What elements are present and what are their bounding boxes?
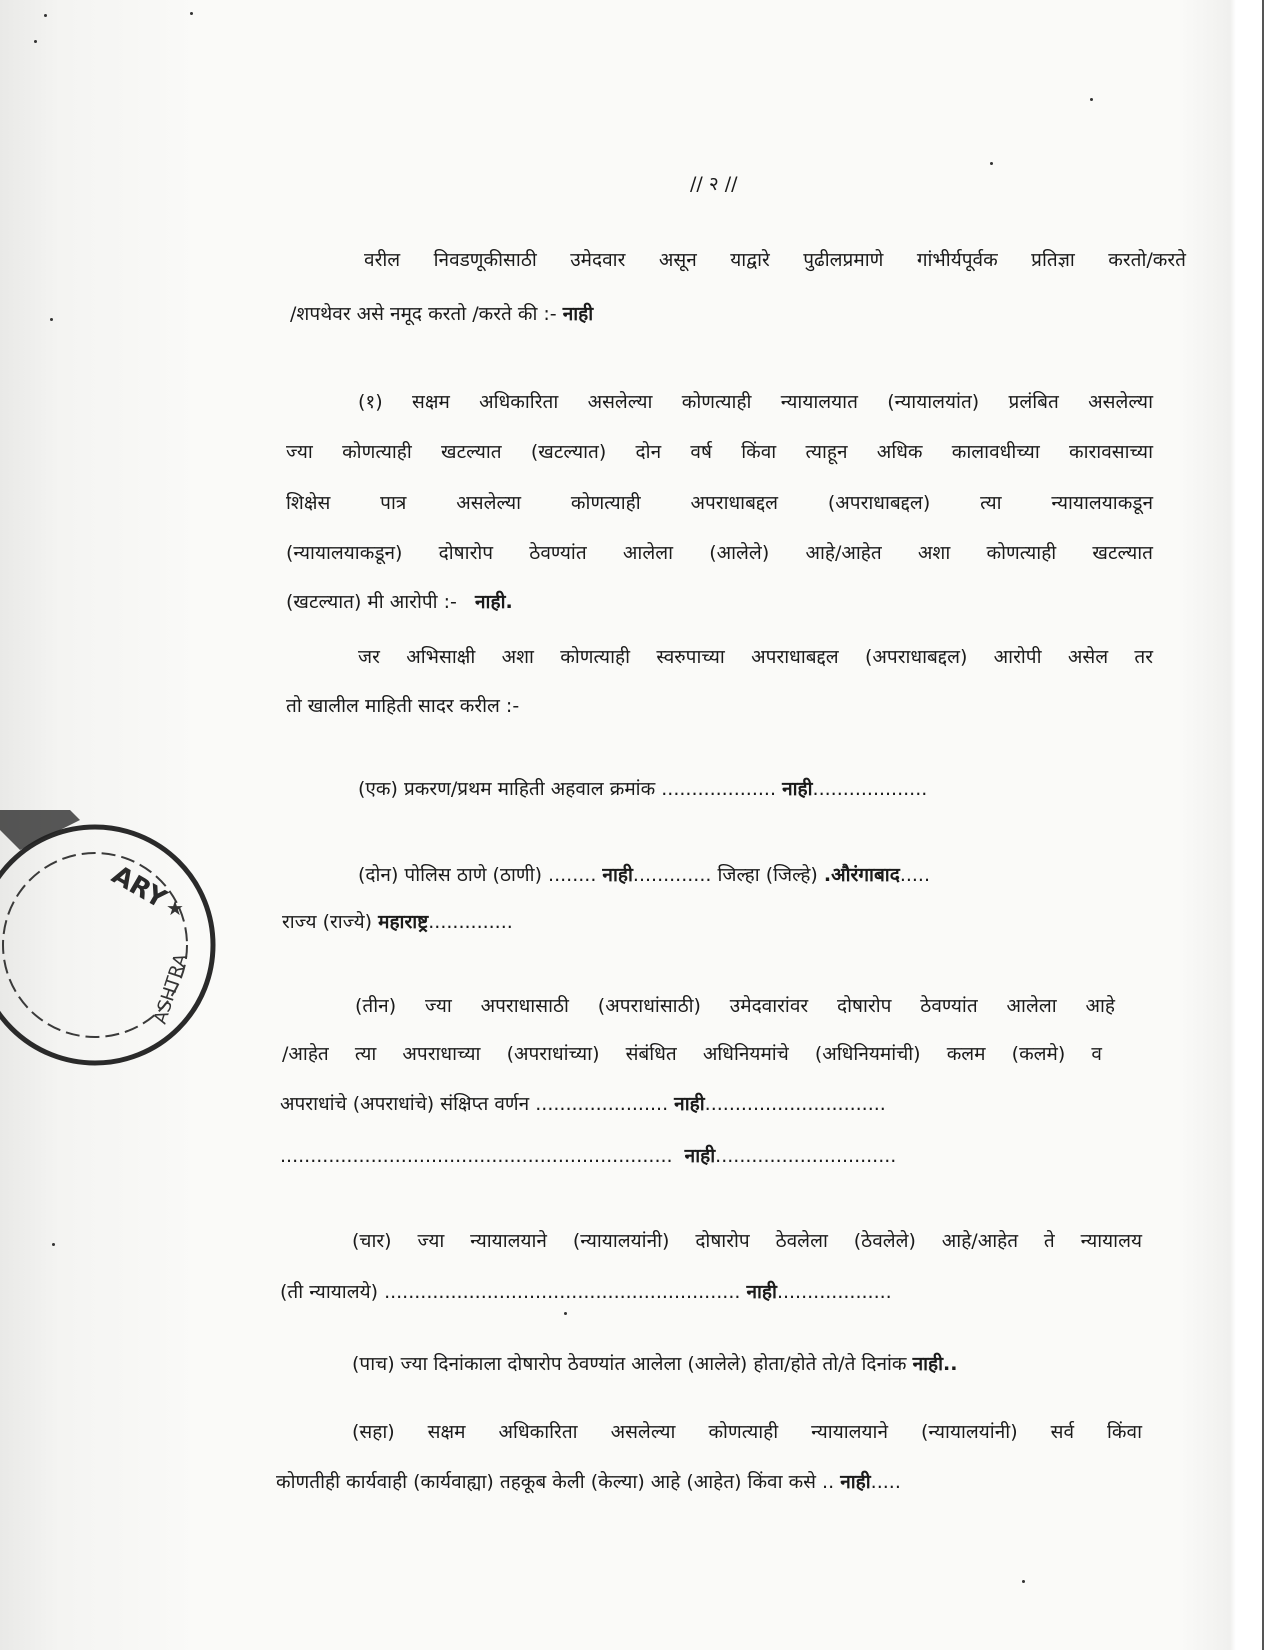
- para2-line-1: जर अभिसाक्षी अशा कोणत्याही स्वरुपाच्या अपराधाबद्दल (अपराधाबद्दल) आरोपी असेल तर: [358, 646, 1153, 668]
- item6-answer: नाही: [840, 1471, 871, 1493]
- item5-label: (पाच) ज्या दिनांकाला दोषारोप ठेवण्यांत आलेला (आलेले) होता/होते तो/ते दिनांक: [352, 1353, 907, 1375]
- item3-label: अपराधांचे (अपराधांचे) संक्षिप्त वर्णन: [280, 1093, 530, 1115]
- item2-dots: ........: [548, 864, 597, 886]
- para2-line-2: तो खालील माहिती सादर करील :-: [286, 695, 520, 717]
- scan-speck: [34, 40, 37, 43]
- para1-line-3: शिक्षेस पात्र असलेल्या कोणत्याही अपराधाबद्दल (अपराधाबद्दल) त्या न्यायालयाकडून: [286, 492, 1153, 514]
- item4-line-2: [280, 1278, 892, 1306]
- intro-answer: नाही: [562, 303, 594, 325]
- para1-line-5-text: (खटल्यात) मी आरोपी :-: [286, 591, 457, 613]
- intro-line-2-text: /शपथेवर असे नमूद करतो /करते की :-: [290, 303, 557, 325]
- scan-speck: [1090, 98, 1093, 101]
- item3-dots-after: ..............................: [704, 1093, 886, 1115]
- item3-dots-after: ..............................: [715, 1145, 897, 1167]
- item1-label: (एक) प्रकरण/प्रथम माहिती अहवाल क्रमांक: [358, 778, 656, 800]
- item3-line-2: /आहेत त्या अपराधाच्या (अपराधांच्या) संबंधित अधिनियमांचे (अधिनियमांची) कलम (कलमे) व: [282, 1043, 1102, 1065]
- item3-line-4: [280, 1142, 896, 1170]
- star-icon: ★: [166, 896, 184, 920]
- item2-dots: ..............: [428, 911, 513, 933]
- item6-label: कोणतीही कार्यवाही (कार्यवाह्या) तहकूब केली (केल्या) आहे (आहेत) किंवा कसे ..: [276, 1471, 835, 1493]
- intro-line-2: [290, 300, 593, 328]
- scan-edge: [1262, 0, 1264, 1650]
- item2-dots: .....: [899, 864, 931, 886]
- item4-answer: नाही: [746, 1281, 777, 1303]
- item2-state-value: महाराष्ट्र: [378, 911, 429, 933]
- scan-speck: [190, 12, 193, 15]
- scan-speck: [50, 318, 53, 321]
- intro-line-1: वरील निवडणूकीसाठी उमेदवार असून याद्वारे पुढीलप्रमाणे गांभीर्यपूर्वक प्रतिज्ञा करतो/करते: [364, 249, 1186, 271]
- scan-speck: [52, 1243, 55, 1246]
- scan-speck: [44, 14, 47, 17]
- item1-dots-after: ...................: [812, 778, 928, 800]
- item4-line-1: (चार) ज्या न्यायालयाने (न्यायालयांनी) दोषारोप ठेवलेला (ठेवलेले) आहे/आहेत ते न्यायालय: [352, 1230, 1142, 1252]
- scan-speck: [990, 162, 993, 165]
- item2-answer: नाही: [602, 864, 633, 886]
- item4-dots: ...........................................................: [384, 1281, 741, 1303]
- item3-answer: नाही: [674, 1093, 705, 1115]
- para1-line-4: (न्यायालयाकडून) दोषारोप ठेवण्यांत आलेला (आलेले) आहे/आहेत अशा कोणत्याही खटल्यात: [286, 542, 1154, 564]
- para1-line-5: [286, 588, 513, 616]
- item2-label: (दोन) पोलिस ठाणे (ठाणी): [358, 864, 542, 886]
- office-seal-stamp: [0, 810, 230, 1080]
- para1-answer: नाही.: [475, 591, 513, 613]
- item2-line-2: [282, 908, 513, 936]
- item6-line-2: [276, 1468, 901, 1496]
- item6-dots-after: .....: [870, 1471, 901, 1493]
- item6-line-1: (सहा) सक्षम अधिकारिता असलेल्या कोणत्याही न्यायालयाने (न्यायालयांनी) सर्व किंवा: [352, 1421, 1142, 1443]
- para1-line-2: ज्या कोणत्याही खटल्यात (खटल्यात) दोन वर्ष किंवा त्याहून अधिक कालावधीच्या कारावसाच्या: [286, 441, 1153, 463]
- page-number: // २ //: [690, 173, 738, 195]
- item2-district-label: जिल्हा (जिल्हे): [717, 864, 818, 886]
- item2-dots: .............: [632, 864, 712, 886]
- stamp-text-right: ASHTRA: [149, 951, 193, 1027]
- item4-label: (ती न्यायालये): [280, 1281, 379, 1303]
- item3-dots: .................................................................: [280, 1145, 673, 1167]
- item3-answer-2: नाही: [684, 1145, 716, 1167]
- item3-dots: ......................: [535, 1093, 669, 1115]
- item5-answer: नाही..: [912, 1353, 958, 1375]
- item1-answer: नाही: [782, 778, 813, 800]
- stamp-text-top: ARY: [106, 860, 172, 915]
- para1-line-1: (१) सक्षम अधिकारिता असलेल्या कोणत्याही न्यायालयात (न्यायालयांत) प्रलंबित असलेल्या: [358, 391, 1153, 413]
- item3-line-1: (तीन) ज्या अपराधासाठी (अपराधांसाठी) उमेदवारांवर दोषारोप ठेवण्यांत आलेला आहे: [355, 995, 1115, 1017]
- item2-line-1: [358, 861, 930, 889]
- item1-dots: ...................: [661, 778, 777, 800]
- item3-line-3: [280, 1090, 886, 1118]
- scan-speck: [1022, 1580, 1025, 1583]
- item5-line: [352, 1350, 958, 1378]
- item4-dots-after: ...................: [776, 1281, 892, 1303]
- item2-state-label: राज्य (राज्ये): [282, 911, 373, 933]
- scan-speck: [564, 1312, 567, 1315]
- item2-district-value: .औरंगाबाद: [823, 864, 900, 886]
- item1-line: [358, 775, 927, 803]
